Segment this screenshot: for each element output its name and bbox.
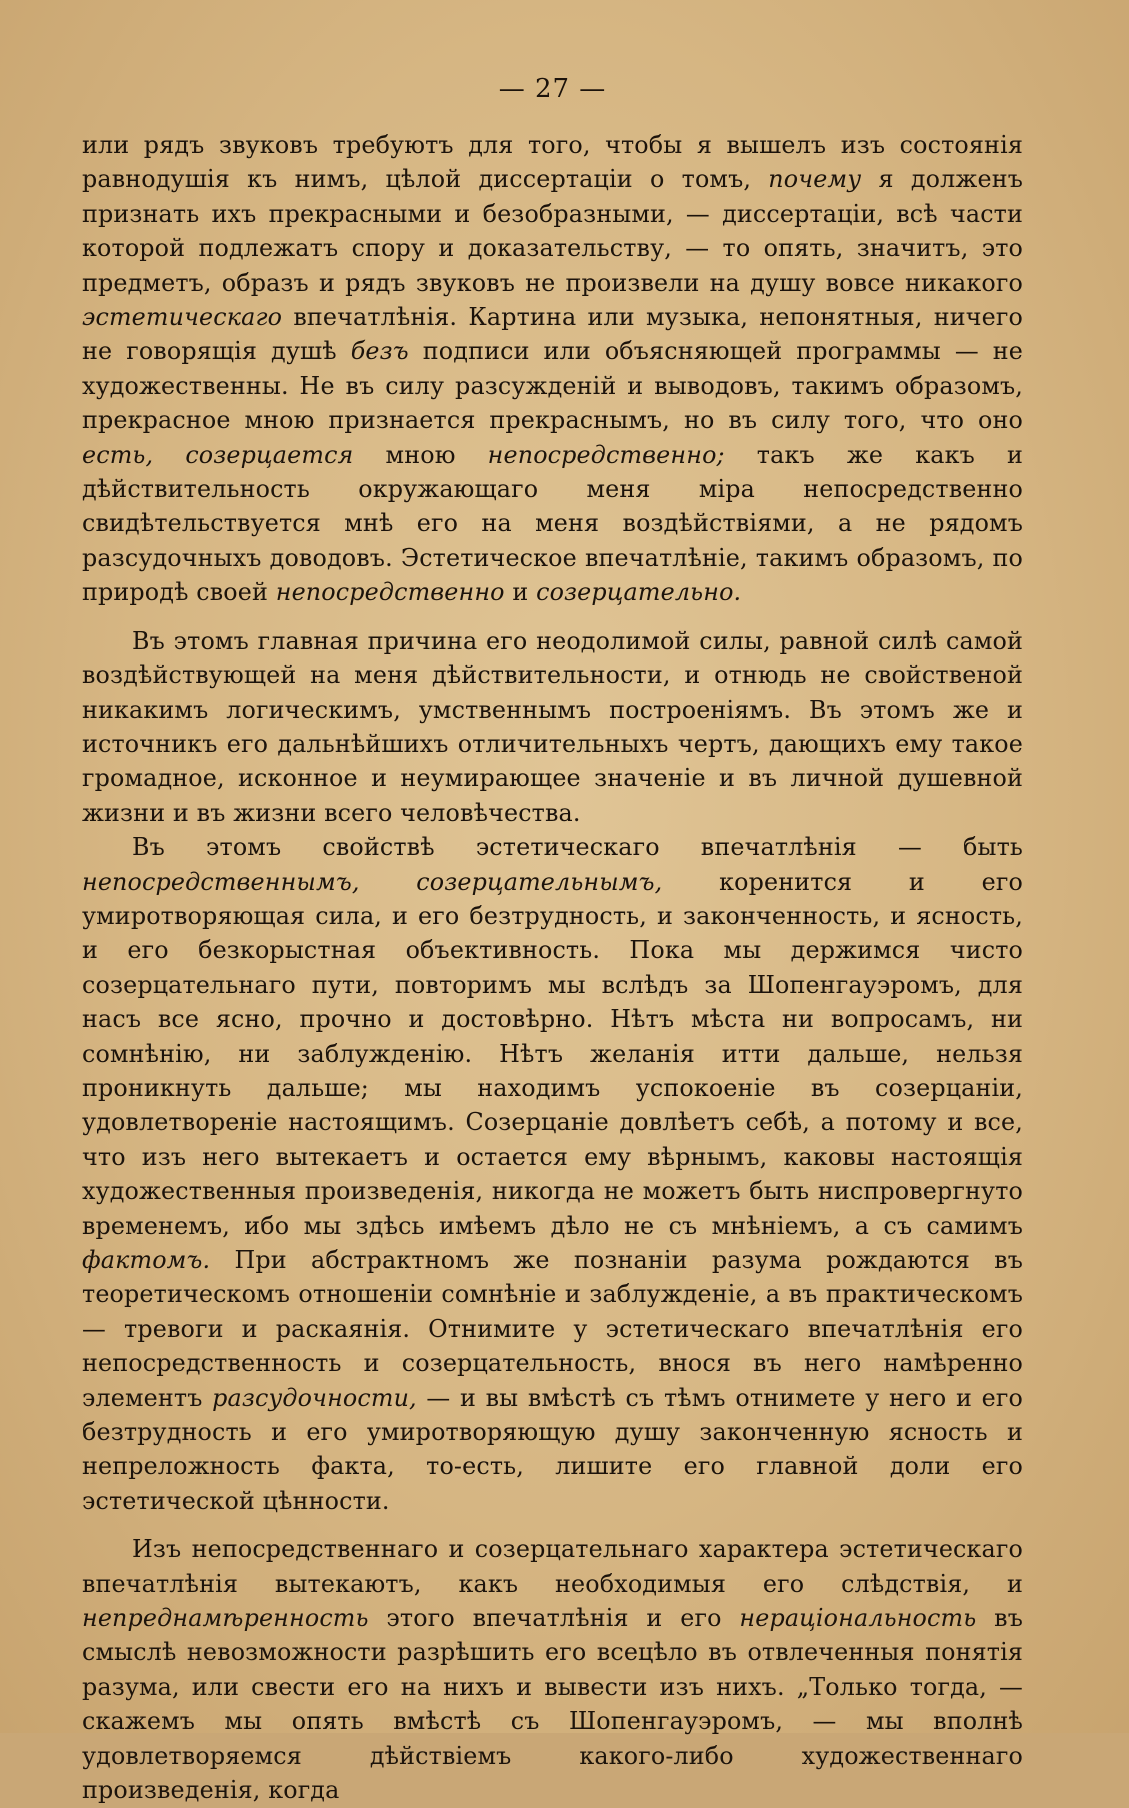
emphasis-text: непосредственнымъ, созерцательнымъ, [82, 867, 663, 896]
emphasis-text: есть, созерцается [82, 440, 354, 469]
text-run: коренится и его умиротворяющая сила, и его безтрудность, и законченность, и ясность, и его безкорыстная объективность. Пока мы держимся чисто созерцательнаго пути, повторимъ мы вслѣдъ за Шопенгауэромъ, для насъ все ясно, прочно и достовѣрно. Нѣтъ мѣста ни вопросамъ, ни сомнѣнію, ни заблужденію. Нѣтъ желанія итти дальше, нельзя проникнуть дальше; мы находимъ успокоеніе въ созерцаніи, удовлетвореніе настоящимъ. Созерцаніе довлѣетъ себѣ, а потому и все, что изъ него вытекаетъ и остается ему вѣрнымъ, каковы настоящія художественныя произведенія, никогда не можетъ быть ниспровергнуто временемъ, ибо мы здѣсь имѣемъ дѣло не съ мнѣніемъ, а съ самимъ [82, 867, 1023, 1240]
emphasis-text: непосредственно; [487, 440, 725, 469]
text-run: — и вы вмѣстѣ съ тѣмъ отнимете у него и его безтрудность и его умиротворяющую душу законченную ясность и непреложность факта, то-есть, лишите его главной доли его эстетической цѣнности. [82, 1383, 1023, 1515]
emphasis-text: фактомъ. [82, 1246, 211, 1274]
emphasis-text: непреднамѣренность [82, 1604, 369, 1633]
emphasis-text: эстетическаго [82, 303, 283, 332]
text-run: я долженъ признать ихъ прекрасными и безобразными, — диссертаціи, всѣ части которой подлежатъ спору и доказательству, — то опять, значитъ, это предметъ, образъ и рядъ звуковъ не произвели на душу вовсе никакого [82, 165, 1023, 297]
page-number: — 27 — [498, 74, 607, 104]
text-run: такъ же какъ и дѣйствительность окружающаго меня міра непосредственно свидѣтельствуется мнѣ его на меня воздѣйствіями, а не рядомъ разсудочныхъ доводовъ. Эстетическое впечатлѣніе, такимъ образомъ, по природѣ своей [82, 440, 1023, 607]
text-run: Изъ непосредственнаго и созерцательнаго характера эстетическаго впечатлѣнія вытекаютъ, какъ необходимыя его слѣдствія, и [82, 1535, 1023, 1598]
text-run: этого впечатлѣнія и его [368, 1604, 740, 1633]
emphasis-text: безъ [350, 337, 409, 366]
paragraph [82, 1532, 1023, 1807]
text-run: подписи или объясняющей программы — не художественны. Не въ силу разсужденій и выводовъ, такимъ образомъ, прекрасное мною признается прекраснымъ, но въ силу того, что оно [82, 337, 1023, 435]
text-run: впечатлѣнія. Картина или музыка, непонятныя, ничего не говорящія душѣ [82, 303, 1023, 366]
paragraph [82, 830, 1023, 1518]
paragraph [82, 128, 1023, 610]
text-run: Въ этомъ свойствѣ эстетическаго впечатлѣнія — быть [132, 833, 1023, 862]
text-body [82, 128, 1023, 1808]
emphasis-text: почему [768, 165, 862, 194]
emphasis-text: нераціональность [739, 1604, 977, 1633]
text-run: Въ этомъ главная причина его неодолимой силы, равной силѣ самой воздѣйствующей на меня дѣйствительности, и отнюдь не свойственой никакимъ логическимъ, умственнымъ построеніямъ. Въ этомъ же и источникъ его дальнѣйшихъ отличительныхъ чертъ, дающихъ ему такое громадное, исконное и неумирающее значеніе и въ личной душевной жизни и въ жизни всего человѣчества. [82, 626, 1023, 827]
text-run: При абстрактномъ же познаніи разума рождаются въ теоретическомъ отношеніи сомнѣніе и заблужденіе, а въ практическомъ — тревоги и раскаянія. Отнимите у эстетическаго впечатлѣнія его непосредственность и созерцательность, внося въ него намѣренно элементъ [82, 1246, 1023, 1412]
emphasis-text: разсудочности, [212, 1383, 417, 1412]
emphasis-text: непосредственно [275, 578, 505, 607]
paragraph-gap [82, 610, 1023, 624]
emphasis-text: созерцательно. [536, 578, 742, 607]
text-run: или рядъ звуковъ требуютъ для того, чтобы я вышелъ изъ состоянія равнодушія къ нимъ, цѣлой диссертаціи о томъ, [82, 131, 1023, 194]
paragraph-gap [82, 1518, 1023, 1532]
paragraph [82, 624, 1023, 830]
text-run: и [504, 578, 537, 607]
text-run: въ смыслѣ невозможности разрѣшить его всецѣло въ отвлеченныя понятія разума, или свести его на нихъ и вывести изъ нихъ. „Только тогда, — скажемъ мы опять вмѣстѣ съ Шопенгауэромъ, — мы вполнѣ удовлетворяемся дѣйствіемъ какого-либо художественнаго произведенія, когда [82, 1604, 1023, 1805]
text-run: мною [353, 440, 488, 469]
